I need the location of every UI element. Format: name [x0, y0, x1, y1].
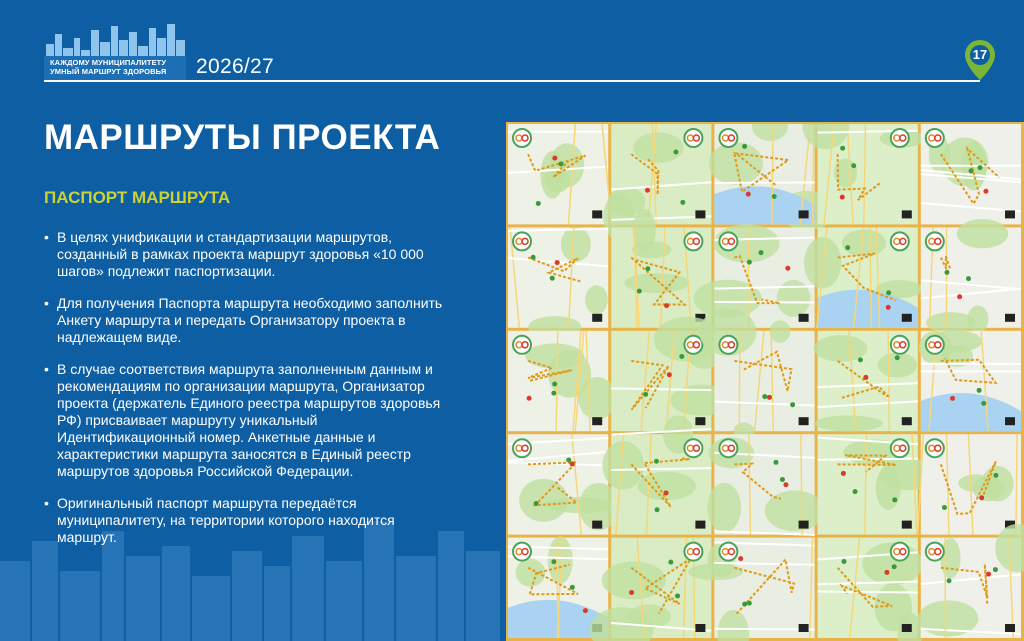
route-map-thumbnail — [508, 331, 616, 431]
route-map-thumbnail — [508, 124, 611, 224]
bullet-item: • В случае соответствия маршрута заполненным данным и рекомендациям по организации маршрута, Организатор проекта (держатель Единого реестра маршрутов здоровья РФ) присваивает маршруту уникальный Идентификационный номер. Анкетные данные и характеристики маршрута заносятся в Единый реестр маршрутов здоровья Российской Федерации. — [44, 361, 454, 480]
logo-line1: КАЖДОМУ МУНИЦИПАЛИТЕТУ — [50, 58, 167, 67]
route-map-thumbnail — [802, 124, 924, 224]
route-map-thumbnail — [707, 434, 824, 535]
bullet-item: • Оригинальный паспорт маршрута передаётся муниципалитету, на территории которого находится маршрут. — [44, 495, 454, 546]
route-map-thumbnail — [814, 331, 918, 432]
route-map-thumbnail — [602, 415, 711, 534]
route-map-thumbnail — [508, 227, 608, 338]
page-number: 17 — [972, 47, 988, 62]
page-title: МАРШРУТЫ ПРОЕКТА — [44, 118, 441, 157]
header-divider — [44, 80, 980, 82]
route-map-thumbnail — [918, 524, 1024, 638]
route-map-thumbnail — [804, 227, 923, 327]
section-subtitle: ПАСПОРТ МАРШРУТА — [44, 188, 231, 207]
route-map-thumbnail — [818, 538, 923, 641]
bullet-item: • Для получения Паспорта маршрута необходимо заполнить Анкету маршрута и передать Организатору проекта в надлежащем виде. — [44, 295, 454, 346]
route-map-thumbnail — [694, 224, 815, 328]
bullet-list — [44, 229, 454, 561]
bullet-item: • В целях унификации и стандартизации маршрутов, созданный в рамках проекта маршрут здоровья «10 000 шагов» подлежит паспортизации. — [44, 229, 454, 280]
route-map-thumbnail — [603, 124, 711, 241]
logo-line2: УМНЫЙ МАРШРУТ ЗДОРОВЬЯ — [50, 67, 167, 76]
route-map-thumbnail — [699, 308, 814, 439]
logo-text — [50, 58, 190, 76]
route-map-thumbnail — [918, 434, 1021, 534]
route-maps-grid — [506, 122, 1024, 641]
route-map-thumbnail — [919, 330, 1021, 431]
project-year: 2026/27 — [196, 55, 275, 78]
route-map-thumbnail — [921, 124, 1021, 224]
route-map-thumbnail — [508, 434, 619, 534]
route-map-thumbnail — [921, 219, 1021, 333]
